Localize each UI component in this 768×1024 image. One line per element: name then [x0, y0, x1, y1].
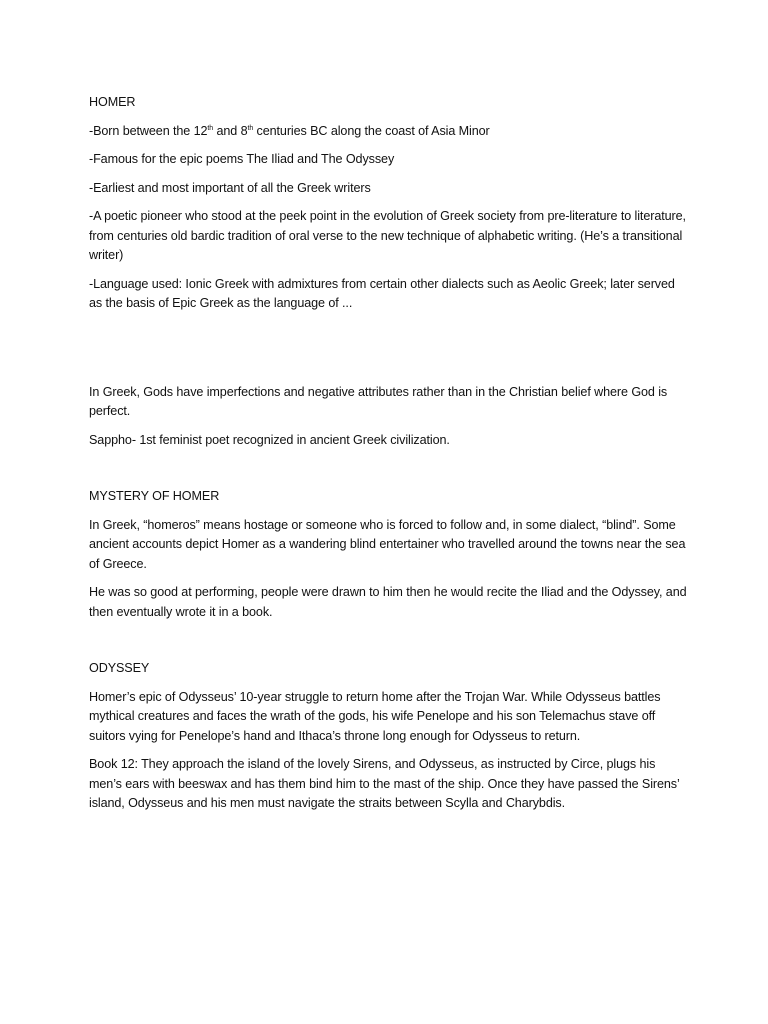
- born-superscript-1: th: [207, 124, 214, 132]
- born-superscript-2: th: [247, 124, 254, 132]
- homer-language-line: -Language used: Ionic Greek with admixtures from certain other dialects such as Aeolic Greek; later served as the basis of Epic Greek as the language of ...: [89, 276, 675, 310]
- odyssey-heading: ODYSSEY: [89, 661, 150, 675]
- homer-earliest-line: -Earliest and most important of all the Greek writers: [89, 180, 371, 195]
- mystery-paragraph-2: He was so good at performing, people were drawn to him then he would recite the Iliad and the Odyssey, and then eventually wrote it in a book.: [89, 585, 687, 619]
- born-middle: and 8: [213, 123, 248, 138]
- gods-note: In Greek, Gods have imperfections and negative attributes rather than in the Christian belief where God is perfect.: [89, 384, 668, 418]
- homer-pioneer-line: -A poetic pioneer who stood at the peek point in the evolution of Greek society from pre-literature to literature, from centuries old bardic tradition of oral verse to the new technique of alphabetic writing. (He’s a transitional writer): [89, 209, 686, 262]
- odyssey-paragraph-1: Homer’s epic of Odysseus’ 10-year struggle to return home after the Trojan War. While Odysseus battles mythical creatures and faces the wrath of the gods, his wife Penelope and his son Telemachus stave off suitors vying for Penelope’s hand and Ithaca’s throne long enough for Odysseus to return.: [89, 689, 661, 743]
- born-prefix: -Born between the 12: [89, 123, 208, 138]
- blank-space: [89, 323, 689, 383]
- sappho-note: Sappho- 1st feminist poet recognized in ancient Greek civilization.: [89, 432, 450, 447]
- document-body: [89, 93, 689, 823]
- mystery-paragraph-1: In Greek, “homeros” means hostage or someone who is forced to follow and, in some dialect, “blind”. Some ancient accounts depict Homer as a wandering blind entertainer who travelled around the towns near the sea of Greece.: [89, 517, 686, 571]
- born-suffix: centuries BC along the coast of Asia Minor: [253, 123, 490, 138]
- odyssey-paragraph-2: Book 12: They approach the island of the lovely Sirens, and Odysseus, as instructed by Circe, plugs his men’s ears with beeswax and has them bind him to the mast of the ship. Once they have passed the Sirens’ island, Odysseus and his men must navigate the straits between Scylla and Charybdis.: [89, 757, 680, 810]
- homer-famous-line: -Famous for the epic poems The Iliad and The Odyssey: [89, 152, 395, 166]
- blank-space: [89, 459, 689, 487]
- homer-born-line: [89, 122, 689, 142]
- mystery-heading: MYSTERY OF HOMER: [89, 489, 220, 503]
- blank-space: [89, 631, 689, 659]
- homer-heading: HOMER: [89, 95, 136, 109]
